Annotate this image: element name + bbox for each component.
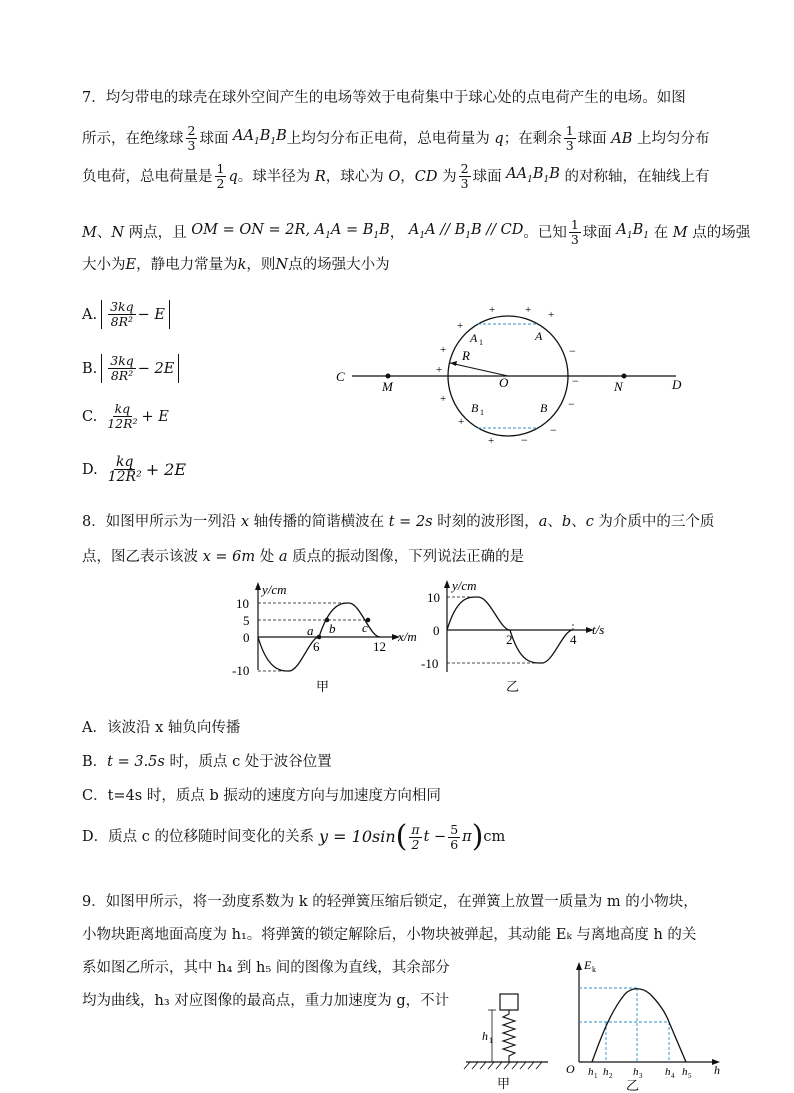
q8-option-d[interactable]: D．质点 c 的位移随时间变化的关系 y = 10sin ( $\frac{\pi}{2}$ t − $\frac{5}{6}$ π ) cm	[82, 819, 506, 854]
label-b1: B	[471, 401, 479, 415]
svg-text:h: h	[603, 1066, 609, 1078]
label-m: M	[382, 379, 393, 394]
label-r: R	[462, 348, 470, 363]
wave-graph-jia	[225, 578, 425, 698]
svg-text:E: E	[584, 958, 592, 972]
q8-line-1: 8．如图甲所示为一列沿 x 轴传播的简谐横波在 t = 2s 时刻的波形图，a、b、c 为介质中的三个质	[82, 514, 715, 530]
fraction-two-thirds-b: $\frac{2}{3}$	[460, 161, 469, 191]
label-a1-sub: 1	[479, 338, 483, 347]
svg-text:O: O	[566, 1062, 575, 1076]
svg-text:0: 0	[433, 623, 440, 638]
svg-text:h: h	[665, 1066, 671, 1078]
svg-text:+: +	[457, 320, 464, 332]
svg-text:k: k	[592, 965, 596, 974]
label-b1-sub: 1	[480, 408, 484, 417]
label-n: N	[614, 379, 623, 394]
ground-hatch	[464, 1062, 542, 1069]
q8-line-2: 点，图乙表示该波 x = 6m 处 a 质点的振动图像，下列说法正确的是	[82, 549, 525, 565]
svg-text:甲: 甲	[497, 1076, 511, 1091]
q7-line-5: 大小为E，静电力常量为k，则N点的场强大小为	[82, 257, 390, 273]
fraction-one-third-b: $\frac{1}{3}$	[570, 217, 579, 247]
svg-text:+: +	[440, 344, 447, 356]
fraction-one-third: $\frac{1}{3}$	[565, 123, 574, 153]
label-o: O	[499, 375, 509, 390]
svg-text:a: a	[307, 623, 314, 638]
block	[500, 994, 518, 1010]
svg-text:h: h	[482, 1029, 488, 1043]
svg-text:+: +	[525, 304, 532, 316]
svg-text:2: 2	[506, 632, 513, 647]
svg-text:6: 6	[313, 639, 320, 654]
svg-text:−: −	[521, 433, 528, 447]
svg-text:1: 1	[594, 1072, 598, 1080]
svg-text:+: +	[548, 309, 555, 321]
absolute-value-expression: $\frac{3kq}{\text{8R²}}$ − 2E	[101, 354, 179, 383]
svg-text:+: +	[440, 393, 447, 405]
svg-text:-10: -10	[232, 663, 250, 678]
q9-line-4: 均为曲线，h₃ 对应图像的最高点，重力加速度为 g，不计	[82, 993, 450, 1009]
label-b: B	[540, 401, 548, 415]
svg-text:y/cm: y/cm	[262, 582, 287, 597]
svg-text:4: 4	[671, 1072, 675, 1080]
q8-option-c[interactable]: C．t=4s 时，质点 b 振动的速度方向与加速度方向相同	[82, 788, 441, 804]
label-a: A	[535, 329, 543, 343]
svg-text:乙: 乙	[506, 679, 520, 694]
q8-option-b[interactable]: B．t = 3.5s 时，质点 c 处于波谷位置	[82, 754, 332, 770]
svg-text:10: 10	[427, 590, 440, 605]
svg-text:5: 5	[243, 613, 250, 628]
svg-text:−: −	[572, 374, 579, 388]
q7-option-d[interactable]: D. $\frac{kq}{\text{12R²}}$ + 2E	[82, 454, 187, 485]
q9-line-3: 系如图乙所示，其中 h₄ 到 h₅ 间的图像为直线，其余部分	[82, 960, 450, 976]
svg-text:3: 3	[639, 1072, 643, 1080]
svg-text:c: c	[362, 620, 368, 635]
svg-text:甲: 甲	[316, 679, 330, 694]
svg-text:b: b	[329, 621, 336, 636]
svg-text:−: −	[550, 423, 557, 437]
point-n	[622, 374, 627, 379]
spring	[503, 1010, 515, 1062]
svg-text:y/cm: y/cm	[452, 578, 477, 593]
q9-line-1: 9．如图甲所示，将一劲度系数为 k 的轻弹簧压缩后锁定，在弹簧上放置一质量为 m 的小物块，	[82, 894, 698, 910]
ek-h-graph-yi	[565, 952, 730, 1091]
svg-text:h: h	[633, 1066, 639, 1078]
radius-arrowhead	[450, 361, 457, 366]
q7-line-1: 7．均匀带电的球壳在球外空间产生的电场等效于电荷集中于球心处的点电荷产生的电场。如图	[82, 90, 686, 106]
svg-text:乙: 乙	[626, 1078, 640, 1091]
ek-curve	[592, 989, 686, 1062]
svg-text:h: h	[682, 1066, 688, 1078]
svg-text:x/m: x/m	[398, 629, 417, 644]
svg-text:4: 4	[570, 632, 577, 647]
svg-text:2: 2	[609, 1072, 613, 1080]
spring-figure-jia	[462, 985, 562, 1091]
point-m	[386, 374, 391, 379]
svg-text:10: 10	[236, 596, 249, 611]
q7-line-3: 负电荷，总电荷量是 $\frac{1}{2}$ q 。球半径为 R ，球心为 O ， CD 为 $\frac{2}{3}$ 球面 $AA_1B_1B$ 的对称轴，在轴线上有	[82, 161, 710, 191]
svg-text:5: 5	[688, 1072, 692, 1080]
vibration-graph-yi	[418, 574, 618, 698]
q7-line-2: 所示，在绝缘球 $\frac{2}{3}$ 球面 $AA_1B_1B$ 上均匀分布正电荷，总电荷量为 q ；在剩余 $\frac{1}{3}$ 球面 AB 上均匀分布	[82, 123, 710, 153]
absolute-value-expression: $\frac{3kq}{\text{8R²}}$ − E	[101, 300, 170, 329]
label-a1: A	[470, 331, 478, 345]
label-c: C	[336, 369, 345, 384]
svg-text:+: +	[489, 304, 496, 316]
q7-option-b[interactable]: B. $\frac{3kq}{\text{8R²}}$ − 2E	[82, 354, 179, 383]
svg-text:−: −	[569, 344, 576, 358]
svg-text:t/s: t/s	[592, 622, 605, 637]
svg-text:1: 1	[489, 1036, 493, 1045]
svg-text:h: h	[588, 1066, 594, 1078]
svg-text:h: h	[714, 1063, 720, 1077]
q7-option-c[interactable]: C. $\frac{kq}{\text{12R²}}$ + E	[82, 401, 169, 431]
q9-line-2: 小物块距离地面高度为 h₁。将弹簧的锁定解除后，小物块被弹起，其动能 Eₖ 与离地高度 h 的关	[82, 927, 697, 943]
svg-text:12: 12	[373, 639, 386, 654]
label-d: D	[672, 377, 682, 392]
svg-text:-10: -10	[421, 656, 439, 671]
q7-option-a[interactable]: A. $\frac{3kq}{\text{8R²}}$ − E	[82, 300, 170, 329]
svg-text:+: +	[436, 364, 443, 376]
fraction-one-half: $\frac{1}{2}$	[216, 161, 225, 191]
svg-text:−: −	[568, 397, 575, 411]
q8-option-a[interactable]: A．该波沿 x 轴负向传播	[82, 720, 241, 736]
fraction-two-thirds: $\frac{2}{3}$	[187, 123, 196, 153]
svg-text:+: +	[458, 416, 465, 428]
svg-text:0: 0	[243, 630, 250, 645]
svg-text:+: +	[488, 435, 495, 447]
q7-line-4: M 、 N 两点，且 OM = ON = 2R, $A_1A = B_1B$ ， $A_1A // B_1B$ // CD 。已知 $\frac{1}{3}$ 球面 $A_1B_1$ 在 M 点的场强	[82, 217, 751, 247]
sphere-charge-figure	[330, 295, 690, 460]
